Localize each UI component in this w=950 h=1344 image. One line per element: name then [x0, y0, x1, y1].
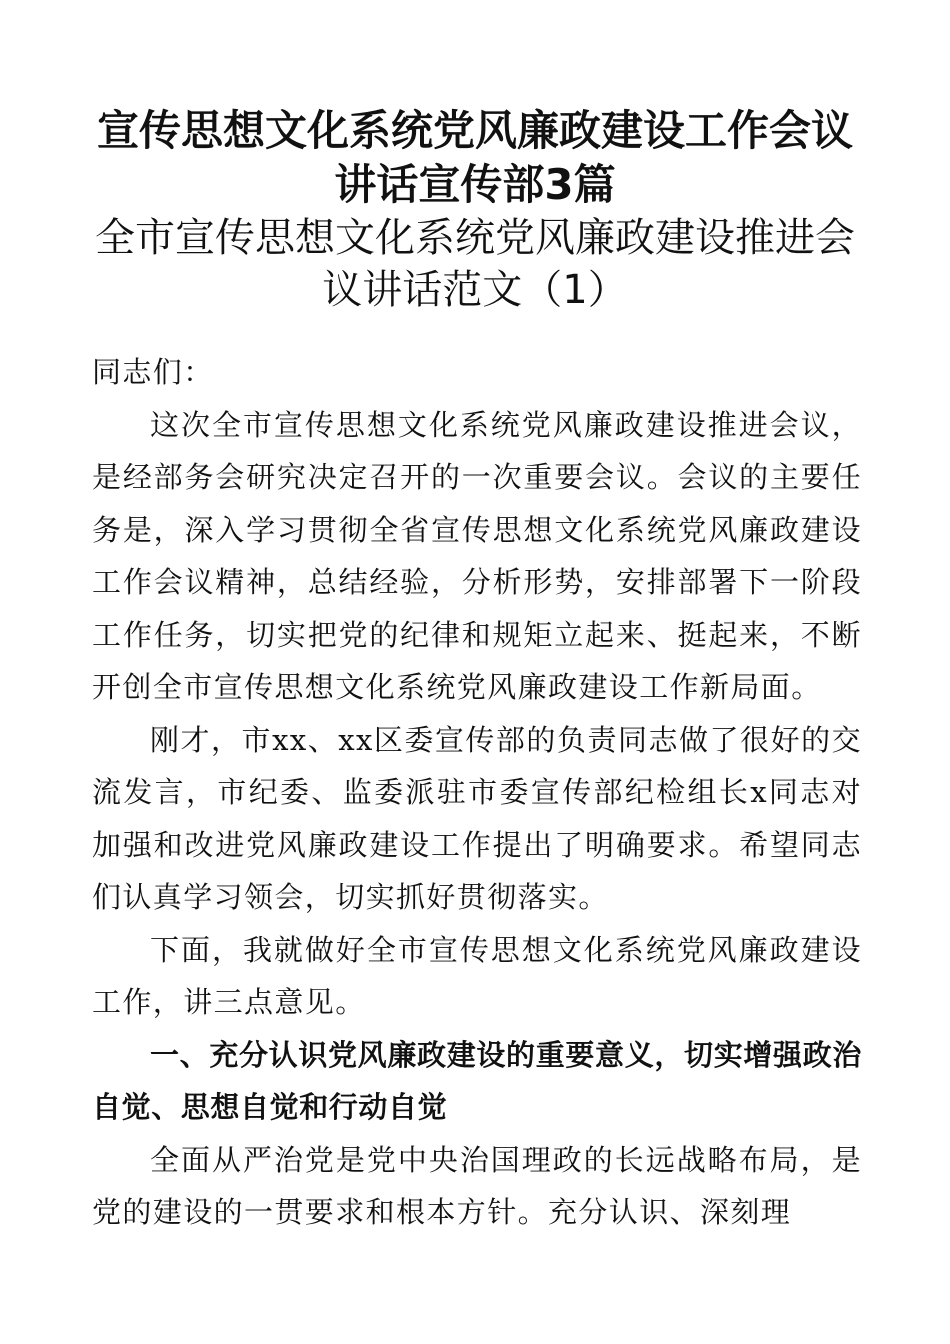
paragraph-1: 这次全市宣传思想文化系统党风廉政建设推进会议，是经部务会研究决定召开的一次重要会议。会议的主要任务是，深入学习贯彻全省宣传思想文化系统党风廉政建设工作会议精神，总结经验，分析形势，安排部署下一阶段工作任务，切实把党的纪律和规矩立起来、挺起来，不断开创全市宣传思想文化系统党风廉政建设工作新局面。	[92, 407, 862, 704]
section-heading-1: 一、充分认识党风廉政建设的重要意义，切实增强政治自觉、思想自觉和行动自觉	[92, 1037, 862, 1124]
section-1-paragraph: 全面从严治党是党中央治国理政的长远战略布局，是党的建设的一贯要求和根本方针。充分认识、深刻理	[92, 1142, 862, 1229]
paragraph-2: 刚才，市xx、xx区委宣传部的负责同志做了很好的交流发言，市纪委、监委派驻市委宣传部纪检组长x同志对加强和改进党风廉政建设工作提出了明确要求。希望同志们认真学习领会，切实抓好贯彻落实。	[92, 722, 862, 914]
document-body	[92, 346, 862, 1239]
main-title: 宣传思想文化系统党风廉政建设工作会议讲话宣传部3篇	[96, 106, 853, 209]
paragraph-3: 下面，我就做好全市宣传思想文化系统党风廉政建设工作，讲三点意见。	[92, 932, 862, 1019]
sub-title: 全市宣传思想文化系统党风廉政建设推进会议讲话范文（1）	[95, 215, 855, 313]
salutation: 同志们：	[92, 355, 214, 389]
